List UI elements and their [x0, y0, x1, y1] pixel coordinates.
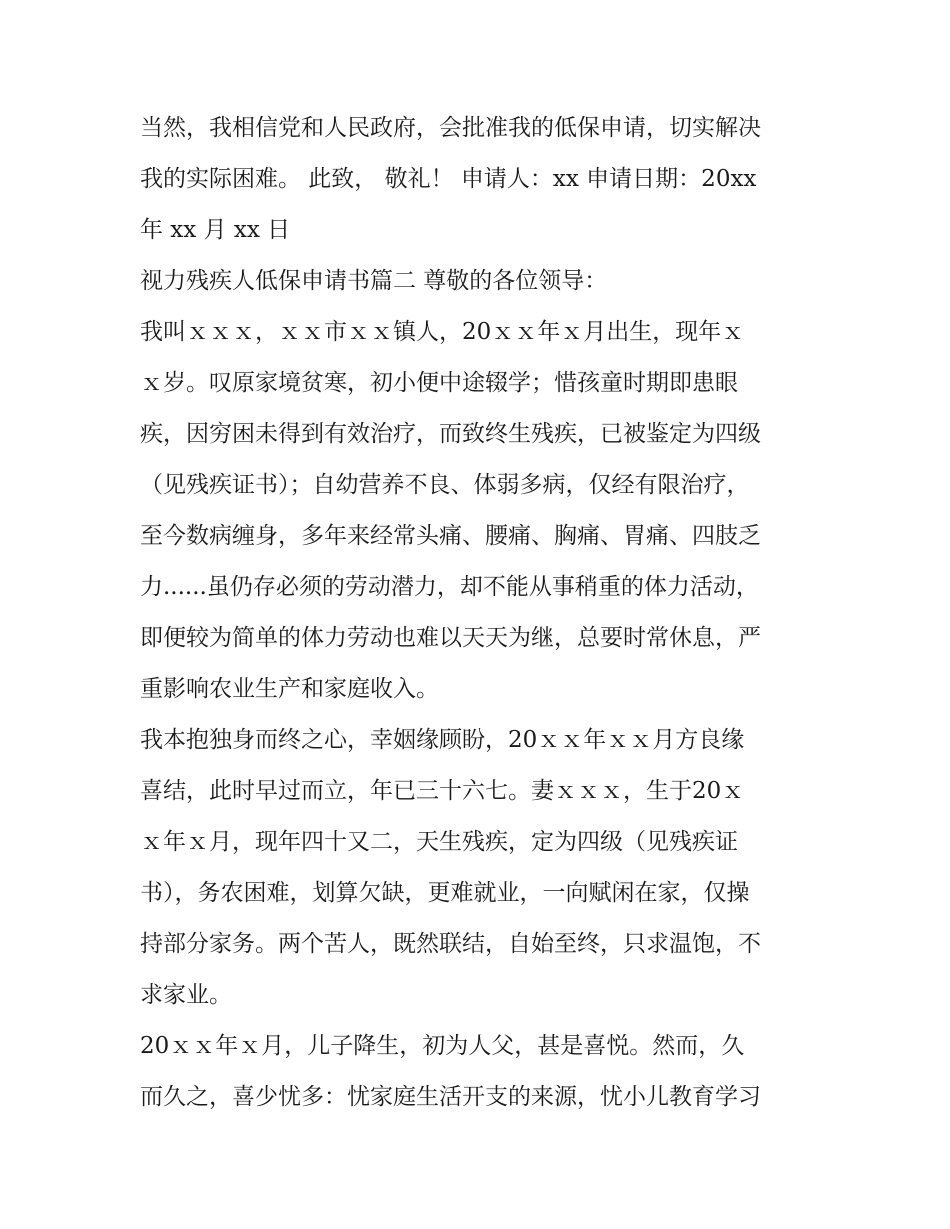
text-line: 即便较为简单的体力劳动也难以天天为继，总要时常休息，严: [140, 625, 761, 651]
text-line: 书），务农困难，划算欠缺，更难就业，一向赋闲在家，仅操: [140, 880, 750, 906]
text-line: （见残疾证书）；自幼营养不良、体弱多病，仅经有限治疗，: [140, 472, 750, 498]
text-line: 疾，因穷困未得到有效治疗，而致终生残疾，已被鉴定为四级: [140, 421, 761, 447]
text-line: 至今数病缠身，多年来经常头痛、腰痛、胸痛、胃痛、四肢乏: [140, 523, 761, 549]
text-line: 重影响农业生产和家庭收入。: [140, 676, 439, 702]
text-line: 我本抱独身而终之心，幸姻缘顾盼，20ｘｘ年ｘｘ月方良缘: [140, 727, 745, 753]
text-line: 20ｘｘ年ｘ月，儿子降生，初为人父，甚是喜悦。然而，久: [140, 1033, 745, 1059]
text-line: 而久之，喜少忧多：忧家庭生活开支的来源，忧小儿教育学习: [140, 1084, 761, 1110]
text-line: 年 xx 月 xx 日: [140, 217, 291, 243]
text-line: 当然，我相信党和人民政府，会批准我的低保申请，切实解决: [140, 115, 761, 141]
text-line: ｘ年ｘ月，现年四十又二，天生残疾，定为四级（见残疾证: [140, 829, 738, 855]
section-heading-line: 视力残疾人低保申请书篇二 尊敬的各位领导：: [140, 268, 608, 294]
document-body: [140, 103, 820, 1123]
text-line: 持部分家务。两个苦人，既然联结，自始至终，只求温饱，不: [140, 931, 761, 957]
text-line: 我的实际困难。 此致， 敬礼！ 申请人：xx 申请日期：20xx: [140, 166, 757, 192]
text-line: 力......虽仍存必须的劳动潜力，却不能从事稍重的体力活动，: [140, 574, 759, 600]
text-line: ｘ岁。叹原家境贫寒，初小便中途辍学；惜孩童时期即患眼: [140, 370, 738, 396]
text-line: 求家业。: [140, 982, 232, 1008]
text-line: 喜结，此时早过而立，年已三十六七。妻ｘｘｘ，生于20ｘ: [140, 778, 745, 804]
text-line: 我叫ｘｘｘ，ｘｘ市ｘｘ镇人，20ｘｘ年ｘ月出生，现年ｘ: [140, 319, 745, 345]
